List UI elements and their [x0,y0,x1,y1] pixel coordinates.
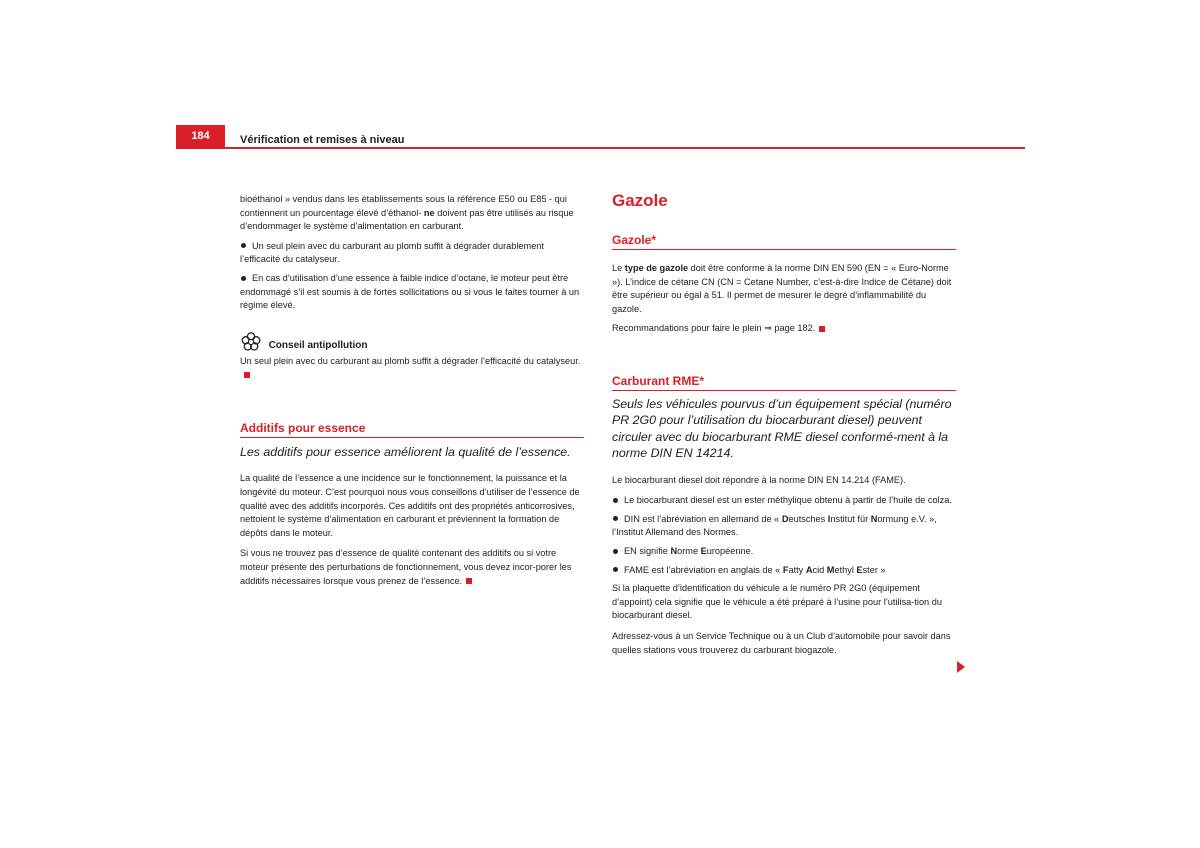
bullet-item: En cas d’utilisation d’une essence à faible indice d’octane, le moteur peut être endommagé s’il est soumis à de fortes sollicitations ou si vous le faites tourner à un régime élevé. [240,272,580,311]
additifs-paragraph-2: Si vous ne trouvez pas d’essence de qualité contenant des additifs ou si votre moteur présente des perturbations de fonctionnement, vous devez incor-porer les additifs nécessaires lorsque vous prenez de l’essence. [240,548,572,586]
rme-section-title: Carburant RME* [612,373,956,391]
additifs-title: Additifs pour essence [240,420,584,438]
env-title: Conseil antipollution [268,339,368,351]
bullet-icon [241,276,246,281]
gazole-section-title: Gazole* [612,232,956,250]
gazole-paragraph: Le type de gazole doit être conforme à la norme DIN EN 590 (EN = « Euro-Norme »). L’indice de cétane CN (CN = Cetane Number, c’est-à-dire Indice de Cétane) doit être supérieur ou égal à 51. Il permet de mesurer le degré d’inflammabilité du gazole. [612,263,952,314]
bullet-icon [241,243,246,248]
additifs-lead: Les additifs pour essence améliorent la qualité de l’essence. [240,444,571,459]
environment-note [240,331,584,382]
header-title: Vérification et remises à niveau [240,134,405,146]
additifs-paragraph-1: La qualité de l’essence a une incidence sur le fonctionnement, la puissance et la longévité du moteur. C’est pourquoi nous vous conseillons d’utiliser de l’essence de qualité avec des additifs incorporés. Ces additifs ont des propriétés anticorrosives, nettoient le système d’alimentation en carburant et préviennent la formation de dépôts dans le moteur. [240,473,580,538]
rme-paragraph-1: Le biocarburant diesel doit répondre à la norme DIN EN 14.214 (FAME). [612,474,906,485]
bullet-item: DIN est l’abréviation en allemand de « Deutsches Institut für Normung e.V. », l’Institut Allemand des Normes. [612,513,937,538]
bullet-icon [613,549,618,554]
end-mark [244,372,250,378]
rme-paragraph-3: Adressez-vous à un Service Technique ou à un Club d’automobile pour savoir dans quelles stations vous trouverez du carburant biogazole. [612,630,951,655]
gazole-recommendation [612,322,956,336]
bullet-icon [613,567,618,572]
page-header [176,125,1025,149]
right-column [612,190,956,663]
rme-paragraph-2: Si la plaquette d’identification du véhicule a le numéro PR 2G0 (équipement d’appoint) cela signifie que le véhicule a été préparé à l’usine pour l’utilisa-tion du biocarburant diesel. [612,583,942,621]
bullet-item: FAME est l’abréviation en anglais de « Fatty Acid Methyl Ester » [612,564,956,578]
bullet-item: Un seul plein avec du carburant au plomb suffit à dégrader durablement l’efficacité du catalyseur. [240,240,544,265]
page-number: 184 [176,125,225,147]
rme-lead: Seuls les véhicules pourvus d’un équipement spécial (numéro PR 2G0 pour l’utilisation du biocarburant diesel) peuvent circuler avec du biocarburant RME diesel conformé-ment à la norme DIN EN 14214. [612,396,952,461]
end-mark [466,578,472,584]
header-rule [176,147,1025,149]
page-link[interactable]: Recommandations pour faire le plein ⇒ page 182. [612,323,816,334]
bullet-item: Le biocarburant diesel est un ester méthylique obtenu à partir de l’huile de colza. [612,494,956,508]
env-text: Un seul plein avec du carburant au plomb suffit à dégrader l’efficacité du catalyseur. [240,355,581,366]
intro-paragraph: bioéthanol » vendus dans les établissements sous la référence E50 ou E85 - qui contiennent un pourcentage élevé d’éthanol- ne doivent pas être utilisés au risque d’endommager le système d’alimentation en carburant. [240,194,574,232]
bullet-icon [613,498,618,503]
left-column [240,193,584,594]
flower-icon [240,331,262,353]
bullet-icon [613,516,618,521]
end-mark [819,326,825,332]
gazole-main-title: Gazole [612,191,668,210]
bullet-item: EN signifie Norme Européenne. [612,545,956,559]
continue-arrow-icon [957,661,965,673]
